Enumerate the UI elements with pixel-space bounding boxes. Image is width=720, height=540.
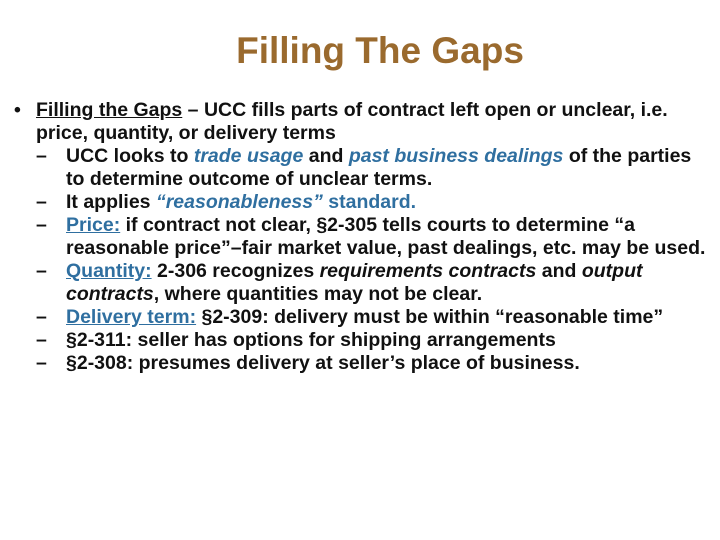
emphasis-requirements-contracts: requirements contracts (319, 260, 537, 282)
dash-glyph: – (36, 260, 47, 282)
sub-text: and (303, 145, 349, 167)
dash-glyph: – (36, 329, 47, 351)
sub-text: , where quantities may not be clear. (153, 283, 483, 305)
sub-item-price (14, 214, 714, 260)
sub-item-shipping (14, 329, 714, 352)
sub-text: UCC looks to (66, 145, 194, 167)
emphasis-reasonableness: “reasonableness” (155, 191, 323, 213)
sub-text: §2-308: presumes delivery at seller’s place of business. (66, 352, 580, 374)
sub-item-place-of-delivery (14, 352, 714, 375)
dash-glyph: – (36, 352, 47, 374)
sub-text: It applies (66, 191, 156, 213)
dash-glyph: – (36, 306, 47, 328)
label-delivery-term: Delivery term: (66, 306, 197, 328)
sub-item-delivery-term (14, 306, 714, 329)
sub-item-quantity (14, 260, 714, 306)
sub-text: of the parties to determine outcome of unclear terms. (66, 145, 692, 190)
emphasis-past-dealings: past business dealings (348, 145, 564, 167)
sub-item-reasonableness (14, 191, 714, 214)
emphasis-standard: standard. (322, 191, 417, 213)
label-price: Price: (66, 214, 121, 236)
dash-glyph: – (36, 214, 47, 236)
sub-text: and (536, 260, 582, 282)
bullet-lead: Filling the Gaps (36, 99, 183, 121)
sub-text: 2-306 recognizes (151, 260, 320, 282)
sub-item-trade-usage (14, 145, 714, 191)
dash-glyph: – (36, 191, 47, 213)
bullet-text: – UCC fills parts of contract left open or unclear, i.e. price, quantity, or delivery terms (36, 99, 668, 144)
emphasis-output-contracts: output contracts (66, 260, 643, 305)
label-quantity: Quantity: (66, 260, 152, 282)
sub-text: §2-311: seller has options for shipping arrangements (66, 329, 556, 351)
sub-text: §2-309: delivery must be within “reasonable time” (196, 306, 664, 328)
dash-glyph: – (36, 145, 47, 167)
slide-body (14, 99, 714, 375)
slide-title: Filling The Gaps (236, 30, 524, 71)
sub-text: if contract not clear, §2-305 tells courts to determine “a reasonable price”–fair market value, past dealings, etc. may be used. (66, 214, 706, 259)
emphasis-trade-usage: trade usage (193, 145, 304, 167)
bullet-glyph: • (14, 99, 21, 121)
bullet-item (14, 99, 714, 145)
